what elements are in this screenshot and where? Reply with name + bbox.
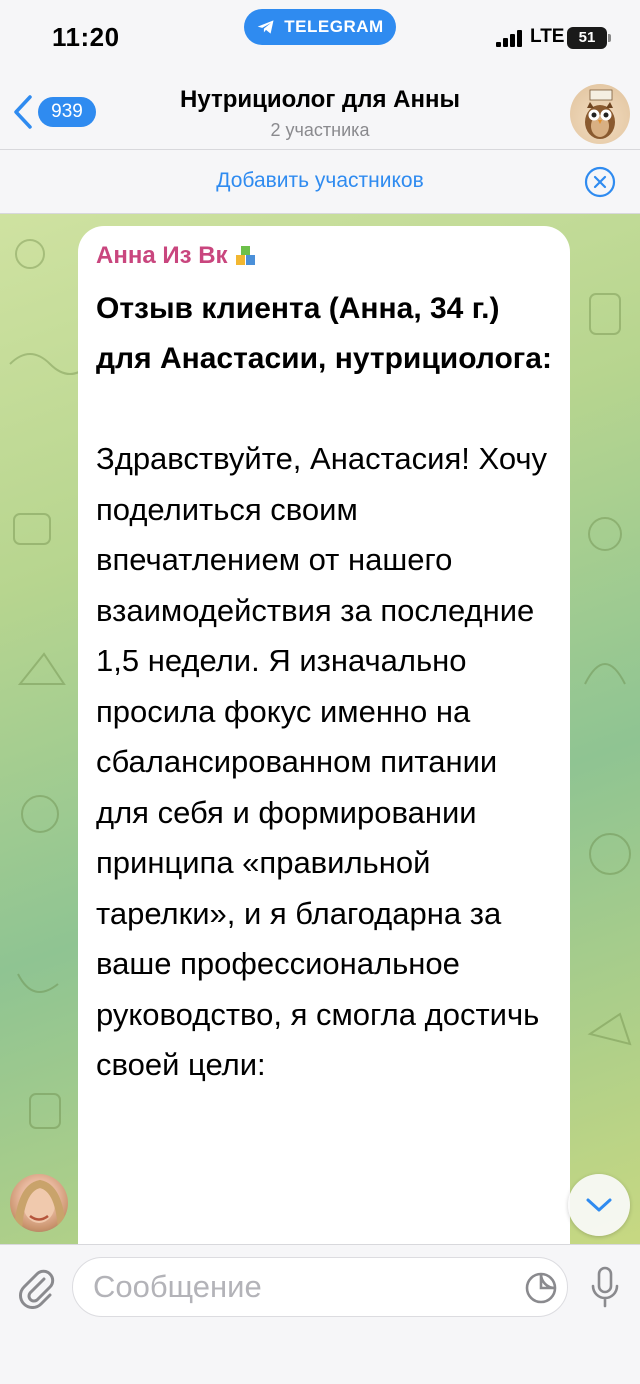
message-sender[interactable] [96, 240, 552, 272]
add-members-bar [0, 150, 640, 214]
chevron-down-icon [584, 1195, 614, 1215]
sender-name: Анна Из Вк [96, 242, 228, 269]
message-text: Здравствуйте, Анастасия! Хочу поделиться своим впечатлением от нашего взаимодействия за последние 1,5 недели. Я изначально просила фокус именно на сбалансированном питании для себя и формировании принципа «правильной тарелки», и я благодарна за ваше профессиональное руководство, я смогла достичь своей цели: [96, 441, 548, 1082]
status-time: 11:20 [52, 22, 120, 52]
network-type: LTE [530, 26, 565, 47]
microphone-icon[interactable] [588, 1265, 622, 1309]
status-bar [0, 0, 640, 78]
paperclip-icon[interactable] [16, 1265, 56, 1309]
chat-title[interactable]: Нутрициолог для Анны [180, 86, 460, 113]
owl-avatar-icon[interactable] [570, 84, 630, 144]
message-heading: Отзыв клиента (Анна, 34 г.) для Анастасии, нутрициолога: [96, 292, 552, 375]
sender-avatar[interactable] [10, 1174, 68, 1232]
chevron-left-icon [12, 94, 34, 130]
close-circle-icon[interactable] [584, 166, 616, 198]
message-input[interactable] [72, 1257, 568, 1317]
sticker-icon[interactable] [524, 1271, 558, 1305]
battery-icon: 51 [567, 27, 607, 49]
back-button[interactable] [12, 92, 96, 132]
chat-header [0, 78, 640, 150]
message-bubble[interactable] [78, 226, 570, 1244]
chat-subtitle: 2 участника [270, 120, 370, 140]
toy-blocks-icon [234, 244, 258, 268]
add-members-link[interactable]: Добавить участников [216, 169, 424, 192]
unread-count-badge: 939 [38, 97, 96, 127]
chat-background [0, 214, 640, 1244]
message-input-bar [0, 1244, 640, 1384]
telegram-plane-icon [256, 17, 276, 37]
telegram-pill-label: TELEGRAM [284, 17, 384, 36]
telegram-pill[interactable] [244, 9, 396, 45]
scroll-down-button[interactable] [568, 1174, 630, 1236]
signal-icon [496, 29, 524, 47]
